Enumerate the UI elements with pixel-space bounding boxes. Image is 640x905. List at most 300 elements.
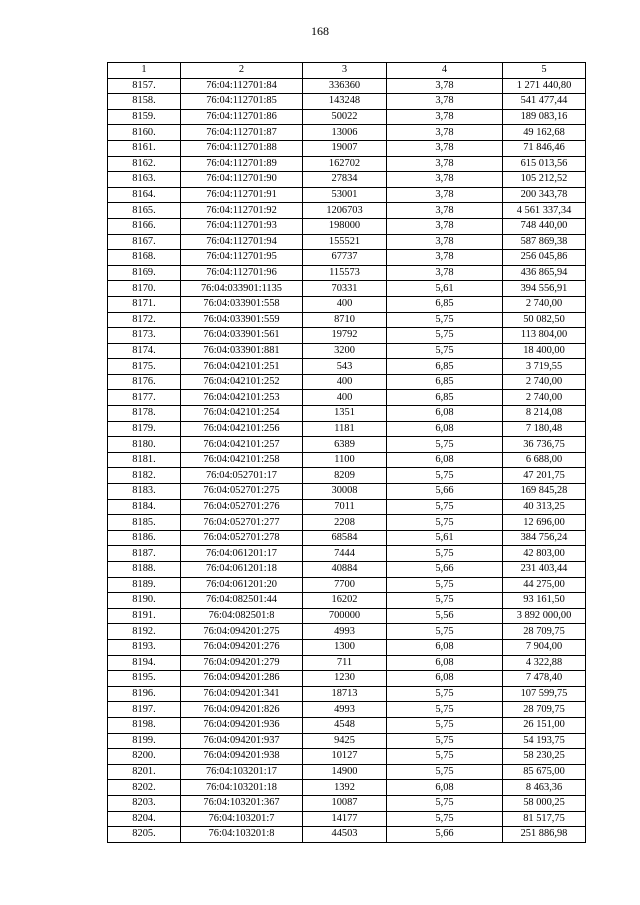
area-value-cell: 1392 bbox=[303, 780, 387, 796]
cadastral-number-cell: 76:04:033901:561 bbox=[181, 328, 303, 344]
amount-value-cell: 85 675,00 bbox=[503, 764, 586, 780]
table-row bbox=[108, 484, 586, 500]
row-number-cell: 8164. bbox=[108, 187, 181, 203]
rate-value-cell: 3,78 bbox=[387, 156, 503, 172]
amount-value-cell: 18 400,00 bbox=[503, 343, 586, 359]
rate-value-cell: 5,66 bbox=[387, 827, 503, 843]
amount-value-cell: 384 756,24 bbox=[503, 530, 586, 546]
amount-value-cell: 40 313,25 bbox=[503, 499, 586, 515]
area-value-cell: 10087 bbox=[303, 795, 387, 811]
area-value-cell: 162702 bbox=[303, 156, 387, 172]
table-row bbox=[108, 624, 586, 640]
area-value-cell: 543 bbox=[303, 359, 387, 375]
area-value-cell: 4548 bbox=[303, 717, 387, 733]
amount-value-cell: 436 865,94 bbox=[503, 265, 586, 281]
table-row bbox=[108, 593, 586, 609]
row-number-cell: 8172. bbox=[108, 312, 181, 328]
table-row bbox=[108, 78, 586, 94]
table-row bbox=[108, 312, 586, 328]
row-number-cell: 8159. bbox=[108, 109, 181, 125]
rate-value-cell: 6,08 bbox=[387, 421, 503, 437]
area-value-cell: 1206703 bbox=[303, 203, 387, 219]
rate-value-cell: 5,75 bbox=[387, 515, 503, 531]
cadastral-number-cell: 76:04:052701:275 bbox=[181, 484, 303, 500]
amount-value-cell: 4 561 337,34 bbox=[503, 203, 586, 219]
table-row bbox=[108, 515, 586, 531]
row-number-cell: 8165. bbox=[108, 203, 181, 219]
rate-value-cell: 5,61 bbox=[387, 530, 503, 546]
row-number-cell: 8166. bbox=[108, 218, 181, 234]
table-row bbox=[108, 156, 586, 172]
rate-value-cell: 5,75 bbox=[387, 546, 503, 562]
row-number-cell: 8199. bbox=[108, 733, 181, 749]
table-row bbox=[108, 639, 586, 655]
rate-value-cell: 3,78 bbox=[387, 94, 503, 110]
cadastral-number-cell: 76:04:094201:279 bbox=[181, 655, 303, 671]
rate-value-cell: 5,61 bbox=[387, 281, 503, 297]
row-number-cell: 8196. bbox=[108, 686, 181, 702]
cadastral-number-cell: 76:04:112701:93 bbox=[181, 218, 303, 234]
table-row bbox=[108, 608, 586, 624]
area-value-cell: 70331 bbox=[303, 281, 387, 297]
area-value-cell: 10127 bbox=[303, 749, 387, 765]
amount-value-cell: 7 478,40 bbox=[503, 671, 586, 687]
row-number-cell: 8170. bbox=[108, 281, 181, 297]
row-number-cell: 8185. bbox=[108, 515, 181, 531]
table-row bbox=[108, 764, 586, 780]
amount-value-cell: 615 013,56 bbox=[503, 156, 586, 172]
cadastral-number-cell: 76:04:094201:937 bbox=[181, 733, 303, 749]
cadastral-number-cell: 76:04:112701:91 bbox=[181, 187, 303, 203]
rate-value-cell: 6,08 bbox=[387, 639, 503, 655]
rate-value-cell: 3,78 bbox=[387, 109, 503, 125]
amount-value-cell: 251 886,98 bbox=[503, 827, 586, 843]
amount-value-cell: 2 740,00 bbox=[503, 374, 586, 390]
table-row bbox=[108, 187, 586, 203]
amount-value-cell: 28 709,75 bbox=[503, 624, 586, 640]
table-body bbox=[108, 78, 586, 842]
area-value-cell: 7444 bbox=[303, 546, 387, 562]
table-row bbox=[108, 234, 586, 250]
cadastral-number-cell: 76:04:112701:96 bbox=[181, 265, 303, 281]
rate-value-cell: 3,78 bbox=[387, 234, 503, 250]
amount-value-cell: 2 740,00 bbox=[503, 296, 586, 312]
row-number-cell: 8198. bbox=[108, 717, 181, 733]
table-row bbox=[108, 218, 586, 234]
table-row bbox=[108, 281, 586, 297]
row-number-cell: 8184. bbox=[108, 499, 181, 515]
area-value-cell: 198000 bbox=[303, 218, 387, 234]
cadastral-number-cell: 76:04:042101:257 bbox=[181, 437, 303, 453]
area-value-cell: 50022 bbox=[303, 109, 387, 125]
cadastral-number-cell: 76:04:112701:85 bbox=[181, 94, 303, 110]
cadastral-number-cell: 76:04:112701:89 bbox=[181, 156, 303, 172]
table-row bbox=[108, 437, 586, 453]
row-number-cell: 8204. bbox=[108, 811, 181, 827]
header-row bbox=[108, 63, 586, 79]
rate-value-cell: 5,75 bbox=[387, 312, 503, 328]
row-number-cell: 8190. bbox=[108, 593, 181, 609]
amount-value-cell: 231 403,44 bbox=[503, 562, 586, 578]
amount-value-cell: 44 275,00 bbox=[503, 577, 586, 593]
area-value-cell: 711 bbox=[303, 655, 387, 671]
cadastral-number-cell: 76:04:033901:558 bbox=[181, 296, 303, 312]
amount-value-cell: 7 180,48 bbox=[503, 421, 586, 437]
table-row bbox=[108, 795, 586, 811]
table-row bbox=[108, 499, 586, 515]
row-number-cell: 8157. bbox=[108, 78, 181, 94]
table-row bbox=[108, 172, 586, 188]
cadastral-number-cell: 76:04:082501:8 bbox=[181, 608, 303, 624]
row-number-cell: 8201. bbox=[108, 764, 181, 780]
table-row bbox=[108, 343, 586, 359]
data-table bbox=[107, 62, 586, 843]
amount-value-cell: 28 709,75 bbox=[503, 702, 586, 718]
amount-value-cell: 541 477,44 bbox=[503, 94, 586, 110]
row-number-cell: 8194. bbox=[108, 655, 181, 671]
cadastral-number-cell: 76:04:042101:253 bbox=[181, 390, 303, 406]
row-number-cell: 8161. bbox=[108, 140, 181, 156]
amount-value-cell: 8 214,08 bbox=[503, 406, 586, 422]
cadastral-number-cell: 76:04:103201:8 bbox=[181, 827, 303, 843]
row-number-cell: 8167. bbox=[108, 234, 181, 250]
column-header-1: 1 bbox=[108, 63, 181, 79]
amount-value-cell: 394 556,91 bbox=[503, 281, 586, 297]
rate-value-cell: 6,85 bbox=[387, 374, 503, 390]
amount-value-cell: 7 904,00 bbox=[503, 639, 586, 655]
area-value-cell: 9425 bbox=[303, 733, 387, 749]
rate-value-cell: 6,85 bbox=[387, 390, 503, 406]
cadastral-number-cell: 76:04:112701:88 bbox=[181, 140, 303, 156]
cadastral-number-cell: 76:04:094201:286 bbox=[181, 671, 303, 687]
area-value-cell: 13006 bbox=[303, 125, 387, 141]
cadastral-number-cell: 76:04:112701:95 bbox=[181, 250, 303, 266]
rate-value-cell: 5,75 bbox=[387, 499, 503, 515]
area-value-cell: 19007 bbox=[303, 140, 387, 156]
row-number-cell: 8158. bbox=[108, 94, 181, 110]
rate-value-cell: 5,56 bbox=[387, 608, 503, 624]
cadastral-number-cell: 76:04:042101:258 bbox=[181, 452, 303, 468]
rate-value-cell: 5,75 bbox=[387, 702, 503, 718]
cadastral-number-cell: 76:04:052701:278 bbox=[181, 530, 303, 546]
table-row bbox=[108, 577, 586, 593]
cadastral-number-cell: 76:04:052701:17 bbox=[181, 468, 303, 484]
table-row bbox=[108, 265, 586, 281]
table-row bbox=[108, 655, 586, 671]
row-number-cell: 8188. bbox=[108, 562, 181, 578]
cadastral-number-cell: 76:04:112701:84 bbox=[181, 78, 303, 94]
cadastral-number-cell: 76:04:033901:559 bbox=[181, 312, 303, 328]
area-value-cell: 1300 bbox=[303, 639, 387, 655]
area-value-cell: 30008 bbox=[303, 484, 387, 500]
table-row bbox=[108, 125, 586, 141]
table-row bbox=[108, 140, 586, 156]
cadastral-number-cell: 76:04:112701:90 bbox=[181, 172, 303, 188]
rate-value-cell: 3,78 bbox=[387, 203, 503, 219]
row-number-cell: 8173. bbox=[108, 328, 181, 344]
rate-value-cell: 5,75 bbox=[387, 593, 503, 609]
row-number-cell: 8182. bbox=[108, 468, 181, 484]
table-row bbox=[108, 94, 586, 110]
cadastral-number-cell: 76:04:112701:86 bbox=[181, 109, 303, 125]
rate-value-cell: 3,78 bbox=[387, 265, 503, 281]
row-number-cell: 8195. bbox=[108, 671, 181, 687]
area-value-cell: 400 bbox=[303, 296, 387, 312]
area-value-cell: 19792 bbox=[303, 328, 387, 344]
row-number-cell: 8175. bbox=[108, 359, 181, 375]
rate-value-cell: 5,66 bbox=[387, 562, 503, 578]
area-value-cell: 7011 bbox=[303, 499, 387, 515]
table-row bbox=[108, 421, 586, 437]
amount-value-cell: 36 736,75 bbox=[503, 437, 586, 453]
amount-value-cell: 58 230,25 bbox=[503, 749, 586, 765]
amount-value-cell: 8 463,36 bbox=[503, 780, 586, 796]
area-value-cell: 53001 bbox=[303, 187, 387, 203]
amount-value-cell: 1 271 440,80 bbox=[503, 78, 586, 94]
amount-value-cell: 2 740,00 bbox=[503, 390, 586, 406]
cadastral-number-cell: 76:04:082501:44 bbox=[181, 593, 303, 609]
row-number-cell: 8163. bbox=[108, 172, 181, 188]
cadastral-number-cell: 76:04:112701:94 bbox=[181, 234, 303, 250]
amount-value-cell: 50 082,50 bbox=[503, 312, 586, 328]
area-value-cell: 3200 bbox=[303, 343, 387, 359]
rate-value-cell: 5,75 bbox=[387, 717, 503, 733]
rate-value-cell: 3,78 bbox=[387, 140, 503, 156]
amount-value-cell: 113 804,00 bbox=[503, 328, 586, 344]
rate-value-cell: 6,08 bbox=[387, 780, 503, 796]
row-number-cell: 8202. bbox=[108, 780, 181, 796]
rate-value-cell: 5,75 bbox=[387, 764, 503, 780]
row-number-cell: 8191. bbox=[108, 608, 181, 624]
row-number-cell: 8171. bbox=[108, 296, 181, 312]
cadastral-number-cell: 76:04:061201:18 bbox=[181, 562, 303, 578]
amount-value-cell: 71 846,46 bbox=[503, 140, 586, 156]
rate-value-cell: 5,75 bbox=[387, 437, 503, 453]
rate-value-cell: 5,75 bbox=[387, 811, 503, 827]
rate-value-cell: 6,85 bbox=[387, 359, 503, 375]
row-number-cell: 8176. bbox=[108, 374, 181, 390]
area-value-cell: 700000 bbox=[303, 608, 387, 624]
row-number-cell: 8168. bbox=[108, 250, 181, 266]
cadastral-number-cell: 76:04:103201:367 bbox=[181, 795, 303, 811]
cadastral-number-cell: 76:04:103201:18 bbox=[181, 780, 303, 796]
row-number-cell: 8177. bbox=[108, 390, 181, 406]
row-number-cell: 8178. bbox=[108, 406, 181, 422]
table-row bbox=[108, 686, 586, 702]
column-header-2: 2 bbox=[181, 63, 303, 79]
amount-value-cell: 6 688,00 bbox=[503, 452, 586, 468]
table-row bbox=[108, 250, 586, 266]
area-value-cell: 8710 bbox=[303, 312, 387, 328]
cadastral-number-cell: 76:04:094201:276 bbox=[181, 639, 303, 655]
amount-value-cell: 93 161,50 bbox=[503, 593, 586, 609]
amount-value-cell: 3 719,55 bbox=[503, 359, 586, 375]
amount-value-cell: 12 696,00 bbox=[503, 515, 586, 531]
area-value-cell: 68584 bbox=[303, 530, 387, 546]
table-row bbox=[108, 390, 586, 406]
area-value-cell: 1351 bbox=[303, 406, 387, 422]
amount-value-cell: 189 083,16 bbox=[503, 109, 586, 125]
row-number-cell: 8162. bbox=[108, 156, 181, 172]
amount-value-cell: 200 343,78 bbox=[503, 187, 586, 203]
rate-value-cell: 3,78 bbox=[387, 250, 503, 266]
rate-value-cell: 3,78 bbox=[387, 187, 503, 203]
amount-value-cell: 169 845,28 bbox=[503, 484, 586, 500]
area-value-cell: 2208 bbox=[303, 515, 387, 531]
amount-value-cell: 26 151,00 bbox=[503, 717, 586, 733]
column-header-5: 5 bbox=[503, 63, 586, 79]
amount-value-cell: 58 000,25 bbox=[503, 795, 586, 811]
rate-value-cell: 6,08 bbox=[387, 655, 503, 671]
rate-value-cell: 3,78 bbox=[387, 125, 503, 141]
table-row bbox=[108, 811, 586, 827]
area-value-cell: 67737 bbox=[303, 250, 387, 266]
row-number-cell: 8186. bbox=[108, 530, 181, 546]
rate-value-cell: 5,75 bbox=[387, 733, 503, 749]
row-number-cell: 8187. bbox=[108, 546, 181, 562]
rate-value-cell: 3,78 bbox=[387, 218, 503, 234]
table-row bbox=[108, 546, 586, 562]
table-row bbox=[108, 702, 586, 718]
cadastral-number-cell: 76:04:042101:254 bbox=[181, 406, 303, 422]
area-value-cell: 8209 bbox=[303, 468, 387, 484]
row-number-cell: 8200. bbox=[108, 749, 181, 765]
area-value-cell: 155521 bbox=[303, 234, 387, 250]
area-value-cell: 40884 bbox=[303, 562, 387, 578]
row-number-cell: 8180. bbox=[108, 437, 181, 453]
table-header bbox=[108, 63, 586, 79]
table-row bbox=[108, 749, 586, 765]
amount-value-cell: 4 322,88 bbox=[503, 655, 586, 671]
amount-value-cell: 54 193,75 bbox=[503, 733, 586, 749]
area-value-cell: 336360 bbox=[303, 78, 387, 94]
cadastral-number-cell: 76:04:052701:276 bbox=[181, 499, 303, 515]
row-number-cell: 8179. bbox=[108, 421, 181, 437]
cadastral-number-cell: 76:04:042101:256 bbox=[181, 421, 303, 437]
cadastral-number-cell: 76:04:112701:92 bbox=[181, 203, 303, 219]
area-value-cell: 1230 bbox=[303, 671, 387, 687]
row-number-cell: 8197. bbox=[108, 702, 181, 718]
row-number-cell: 8169. bbox=[108, 265, 181, 281]
area-value-cell: 14177 bbox=[303, 811, 387, 827]
area-value-cell: 1181 bbox=[303, 421, 387, 437]
row-number-cell: 8205. bbox=[108, 827, 181, 843]
table-row bbox=[108, 296, 586, 312]
rate-value-cell: 5,75 bbox=[387, 577, 503, 593]
table-row bbox=[108, 827, 586, 843]
cadastral-number-cell: 76:04:103201:17 bbox=[181, 764, 303, 780]
amount-value-cell: 587 869,38 bbox=[503, 234, 586, 250]
table-row bbox=[108, 530, 586, 546]
amount-value-cell: 49 162,68 bbox=[503, 125, 586, 141]
table-row bbox=[108, 562, 586, 578]
row-number-cell: 8189. bbox=[108, 577, 181, 593]
page-number: 168 bbox=[311, 24, 329, 38]
rate-value-cell: 5,75 bbox=[387, 328, 503, 344]
table-row bbox=[108, 328, 586, 344]
area-value-cell: 4993 bbox=[303, 624, 387, 640]
column-header-3: 3 bbox=[303, 63, 387, 79]
table-row bbox=[108, 452, 586, 468]
cadastral-number-cell: 76:04:094201:341 bbox=[181, 686, 303, 702]
table-row bbox=[108, 671, 586, 687]
cadastral-number-cell: 76:04:033901:881 bbox=[181, 343, 303, 359]
rate-value-cell: 5,66 bbox=[387, 484, 503, 500]
amount-value-cell: 3 892 000,00 bbox=[503, 608, 586, 624]
table-row bbox=[108, 359, 586, 375]
area-value-cell: 400 bbox=[303, 374, 387, 390]
cadastral-number-cell: 76:04:103201:7 bbox=[181, 811, 303, 827]
table-row bbox=[108, 109, 586, 125]
table-row bbox=[108, 717, 586, 733]
cadastral-number-cell: 76:04:094201:826 bbox=[181, 702, 303, 718]
table-row bbox=[108, 406, 586, 422]
row-number-cell: 8193. bbox=[108, 639, 181, 655]
amount-value-cell: 105 212,52 bbox=[503, 172, 586, 188]
rate-value-cell: 5,75 bbox=[387, 468, 503, 484]
row-number-cell: 8183. bbox=[108, 484, 181, 500]
area-value-cell: 143248 bbox=[303, 94, 387, 110]
cadastral-number-cell: 76:04:061201:20 bbox=[181, 577, 303, 593]
area-value-cell: 1100 bbox=[303, 452, 387, 468]
rate-value-cell: 5,75 bbox=[387, 624, 503, 640]
row-number-cell: 8181. bbox=[108, 452, 181, 468]
table-row bbox=[108, 374, 586, 390]
rate-value-cell: 3,78 bbox=[387, 172, 503, 188]
area-value-cell: 6389 bbox=[303, 437, 387, 453]
rate-value-cell: 6,85 bbox=[387, 296, 503, 312]
area-value-cell: 27834 bbox=[303, 172, 387, 188]
row-number-cell: 8174. bbox=[108, 343, 181, 359]
rate-value-cell: 5,75 bbox=[387, 343, 503, 359]
amount-value-cell: 748 440,00 bbox=[503, 218, 586, 234]
cadastral-number-cell: 76:04:094201:936 bbox=[181, 717, 303, 733]
area-value-cell: 4993 bbox=[303, 702, 387, 718]
cadastral-number-cell: 76:04:094201:938 bbox=[181, 749, 303, 765]
amount-value-cell: 47 201,75 bbox=[503, 468, 586, 484]
cadastral-number-cell: 76:04:033901:1135 bbox=[181, 281, 303, 297]
cadastral-number-cell: 76:04:061201:17 bbox=[181, 546, 303, 562]
amount-value-cell: 107 599,75 bbox=[503, 686, 586, 702]
area-value-cell: 115573 bbox=[303, 265, 387, 281]
area-value-cell: 14900 bbox=[303, 764, 387, 780]
table-row bbox=[108, 203, 586, 219]
cadastral-number-cell: 76:04:052701:277 bbox=[181, 515, 303, 531]
row-number-cell: 8203. bbox=[108, 795, 181, 811]
cadastral-number-cell: 76:04:042101:251 bbox=[181, 359, 303, 375]
row-number-cell: 8192. bbox=[108, 624, 181, 640]
amount-value-cell: 42 803,00 bbox=[503, 546, 586, 562]
rate-value-cell: 6,08 bbox=[387, 671, 503, 687]
cadastral-number-cell: 76:04:094201:275 bbox=[181, 624, 303, 640]
column-header-4: 4 bbox=[387, 63, 503, 79]
area-value-cell: 18713 bbox=[303, 686, 387, 702]
rate-value-cell: 6,08 bbox=[387, 452, 503, 468]
table-row bbox=[108, 468, 586, 484]
row-number-cell: 8160. bbox=[108, 125, 181, 141]
area-value-cell: 400 bbox=[303, 390, 387, 406]
rate-value-cell: 6,08 bbox=[387, 406, 503, 422]
amount-value-cell: 81 517,75 bbox=[503, 811, 586, 827]
table-row bbox=[108, 733, 586, 749]
rate-value-cell: 5,75 bbox=[387, 749, 503, 765]
area-value-cell: 44503 bbox=[303, 827, 387, 843]
rate-value-cell: 3,78 bbox=[387, 78, 503, 94]
cadastral-number-cell: 76:04:042101:252 bbox=[181, 374, 303, 390]
rate-value-cell: 5,75 bbox=[387, 795, 503, 811]
rate-value-cell: 5,75 bbox=[387, 686, 503, 702]
area-value-cell: 7700 bbox=[303, 577, 387, 593]
